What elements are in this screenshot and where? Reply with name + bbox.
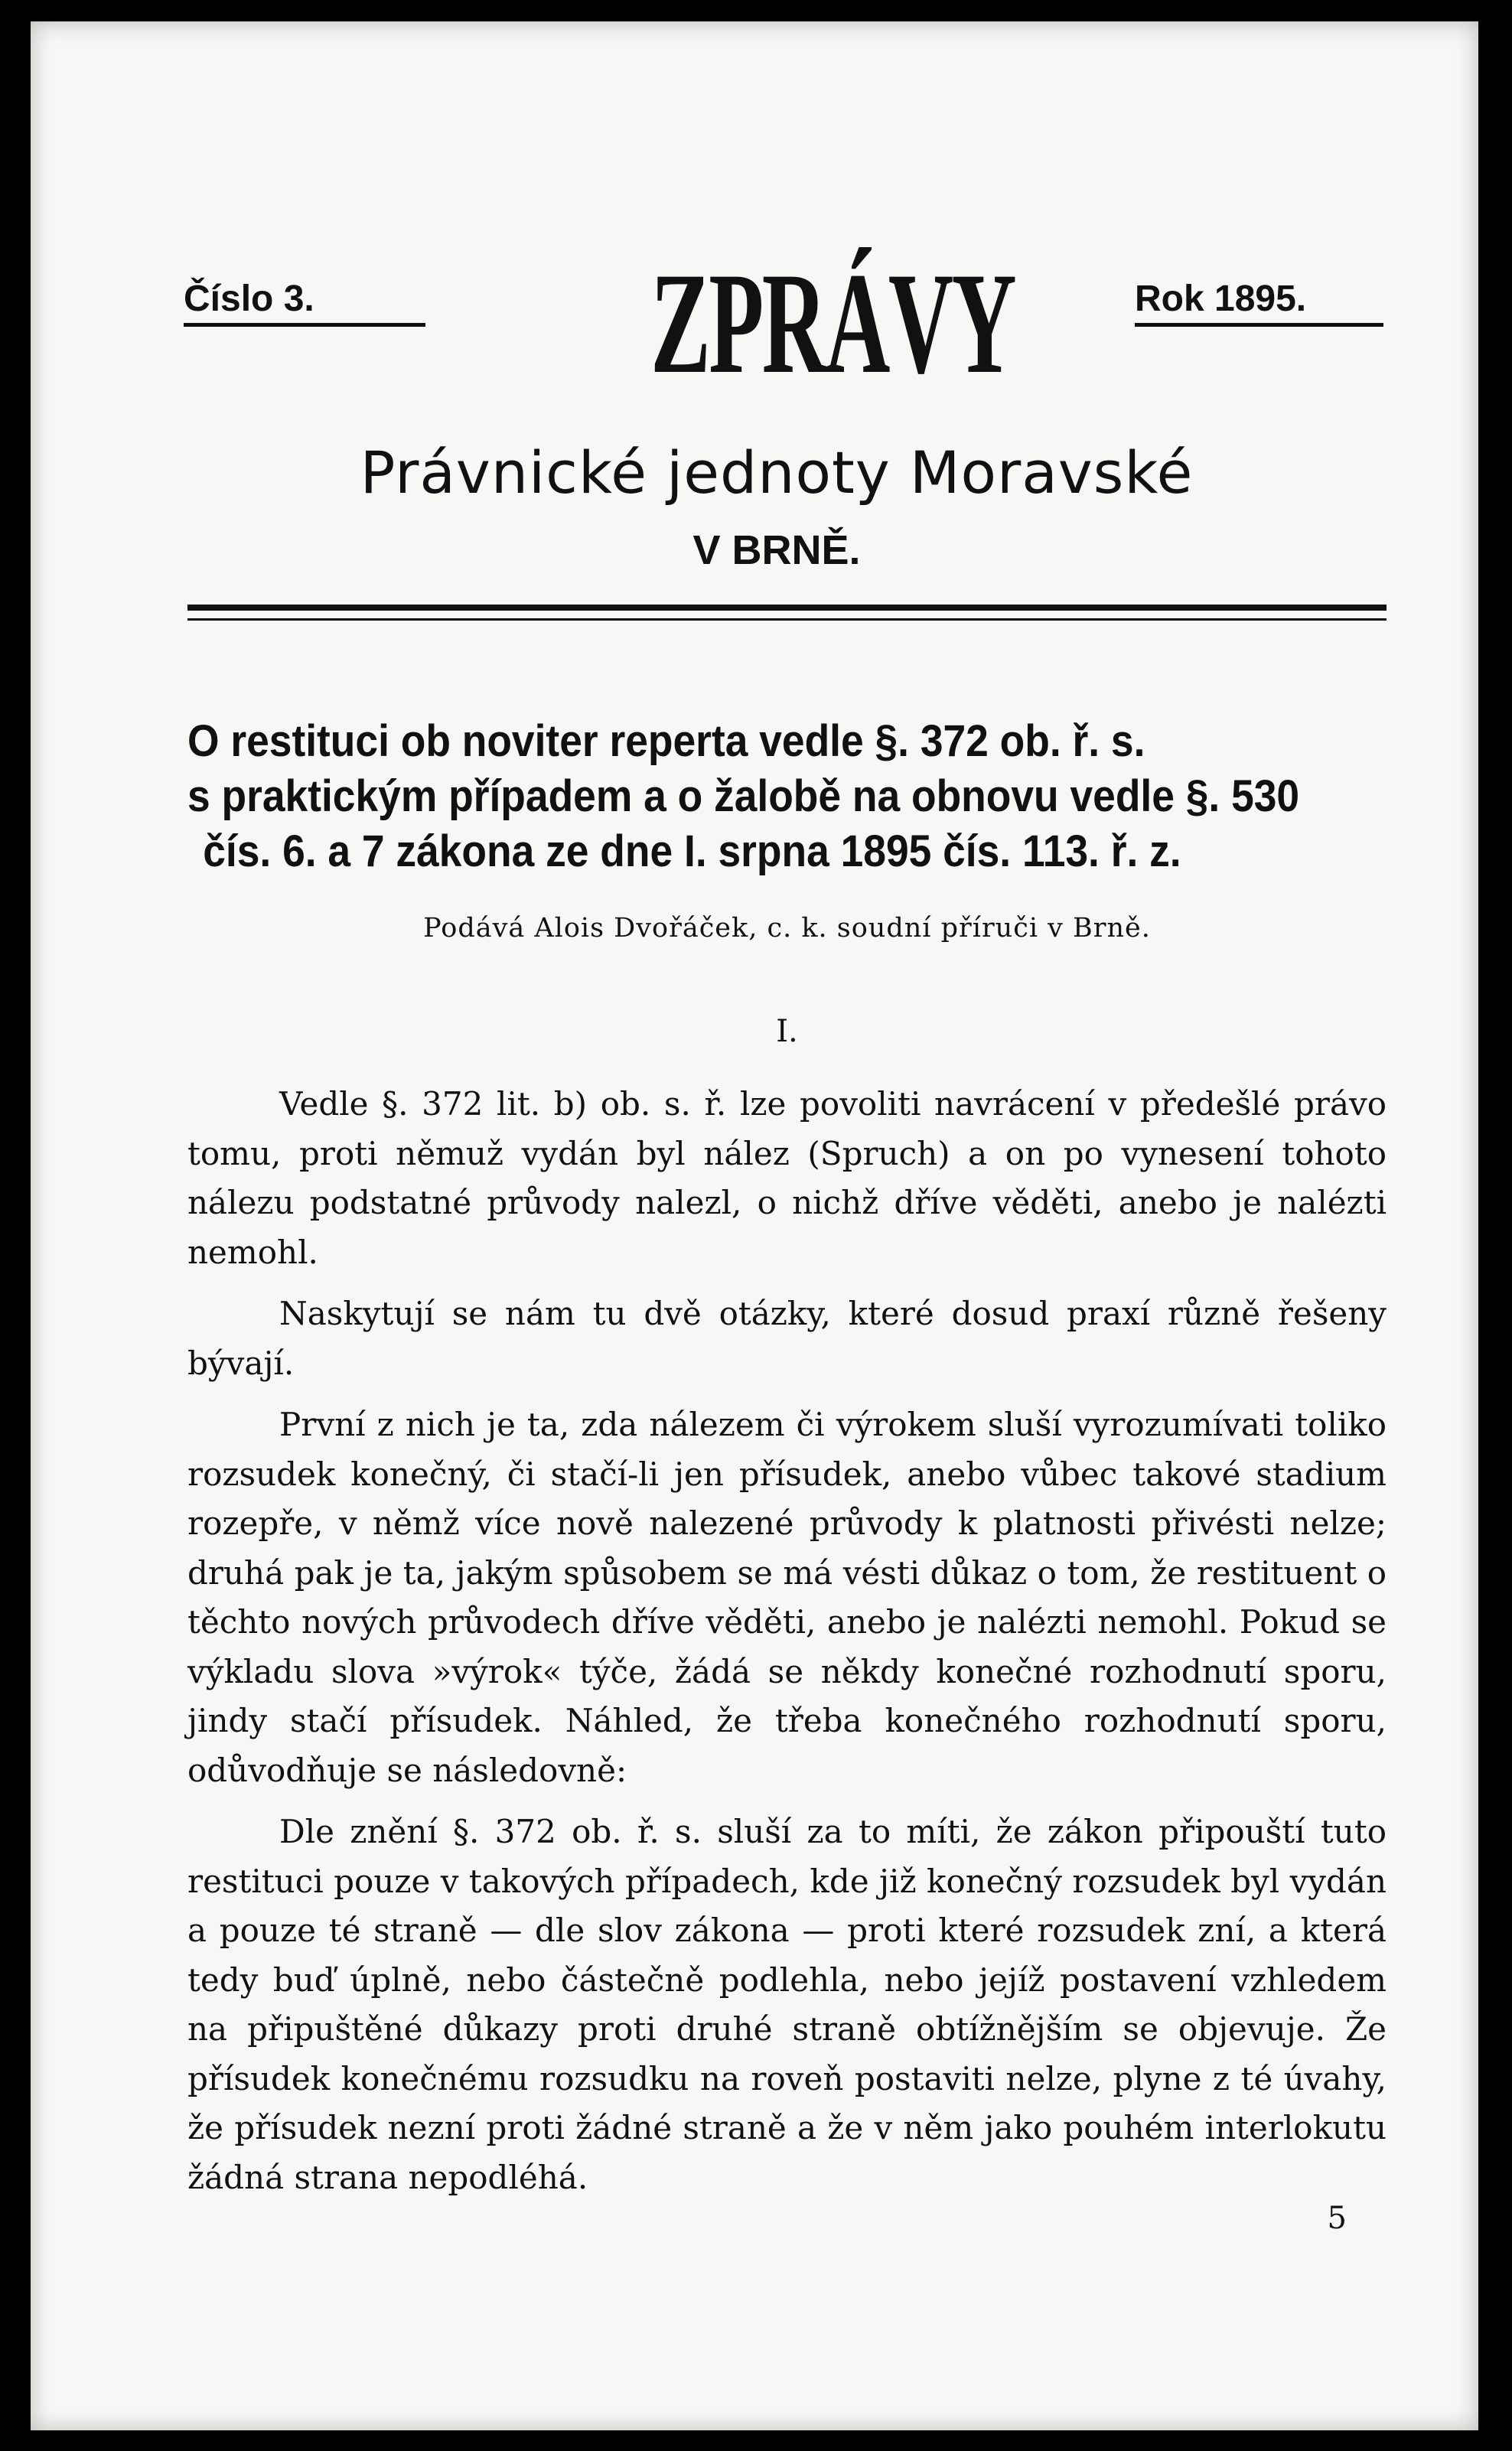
- article-title-line: čís. 6. a 7 zákona ze dne I. srpna 1895 čís. 113. ř. z.: [203, 826, 1181, 876]
- article-body: [187, 1080, 1387, 2215]
- article-title: [187, 714, 1300, 879]
- header-rule-thick: [187, 605, 1387, 611]
- document-page: [31, 21, 1478, 2430]
- article-author: Podává Alois Dvořáček, c. k. soudní příruči v Brně.: [423, 913, 1151, 944]
- journal-title: ZPRÁVY: [650, 243, 1015, 404]
- journal-subtitle: Právnické jednoty Moravské: [360, 438, 1194, 507]
- header-rule-thin: [187, 618, 1387, 621]
- paragraph: Vedle §. 372 lit. b) ob. s. ř. lze povoliti navrácení v předešlé právo tomu, proti němuž vydán byl nález (Spruch) a on po vynesení tohoto nálezu podstatné průvody nalezl, o nichž dříve věděti, anebo je nalézti nemohl.: [187, 1085, 1387, 1271]
- publication-year: Rok 1895.: [1135, 278, 1383, 327]
- article-title-line: s praktickým případem a o žalobě na obnovu vedle §. 530: [187, 771, 1300, 821]
- section-number: I.: [776, 1014, 798, 1049]
- publication-place: V BRNĚ.: [692, 527, 861, 573]
- paragraph: Naskytují se nám tu dvě otázky, které dosud praxí různě řešeny bývají.: [187, 1295, 1387, 1382]
- paragraph: První z nich je ta, zda nálezem či výrokem sluší vyrozumívati toliko rozsudek konečný, či stačí-li jen přísudek, anebo vůbec takové stadium rozepře, v němž více nově nalezené průvody k platnosti přivésti nelze; druhá pak je ta, jakým spůsobem se má vésti důkaz o tom, že restituent o těchto nových průvodech dříve věděti, anebo je nalézti nemohl. Pokud se výkladu slova »výrok« týče, žádá se někdy konečné rozhodnutí sporu, jindy stačí přísudek. Náhled, že třeba konečného rozhodnutí sporu, odůvodňuje se následovně:: [187, 1406, 1387, 1789]
- page-number: 5: [1327, 2201, 1347, 2236]
- article-title-line: O restituci ob noviter reperta vedle §. 372 ob. ř. s.: [187, 716, 1145, 766]
- issue-number: Číslo 3.: [184, 278, 425, 327]
- paragraph: Dle znění §. 372 ob. ř. s. sluší za to míti, že zákon připouští tuto restituci pouze v takových případech, kde již konečný rozsudek byl vydán a pouze té straně — dle slov zákona — proti které rozsudek zní, a která tedy buď úplně, nebo částečně podlehla, nebo jejíž postavení vzhledem na připuštěné důkazy proti druhé straně obtížnějším se objevuje. Že přísudek konečnému rozsudku na roveň postaviti nelze, plyne z té úvahy, že přísudek nezní proti žádné straně a že v něm jako pouhém interlokutu žádná strana nepodléhá.: [187, 1813, 1387, 2196]
